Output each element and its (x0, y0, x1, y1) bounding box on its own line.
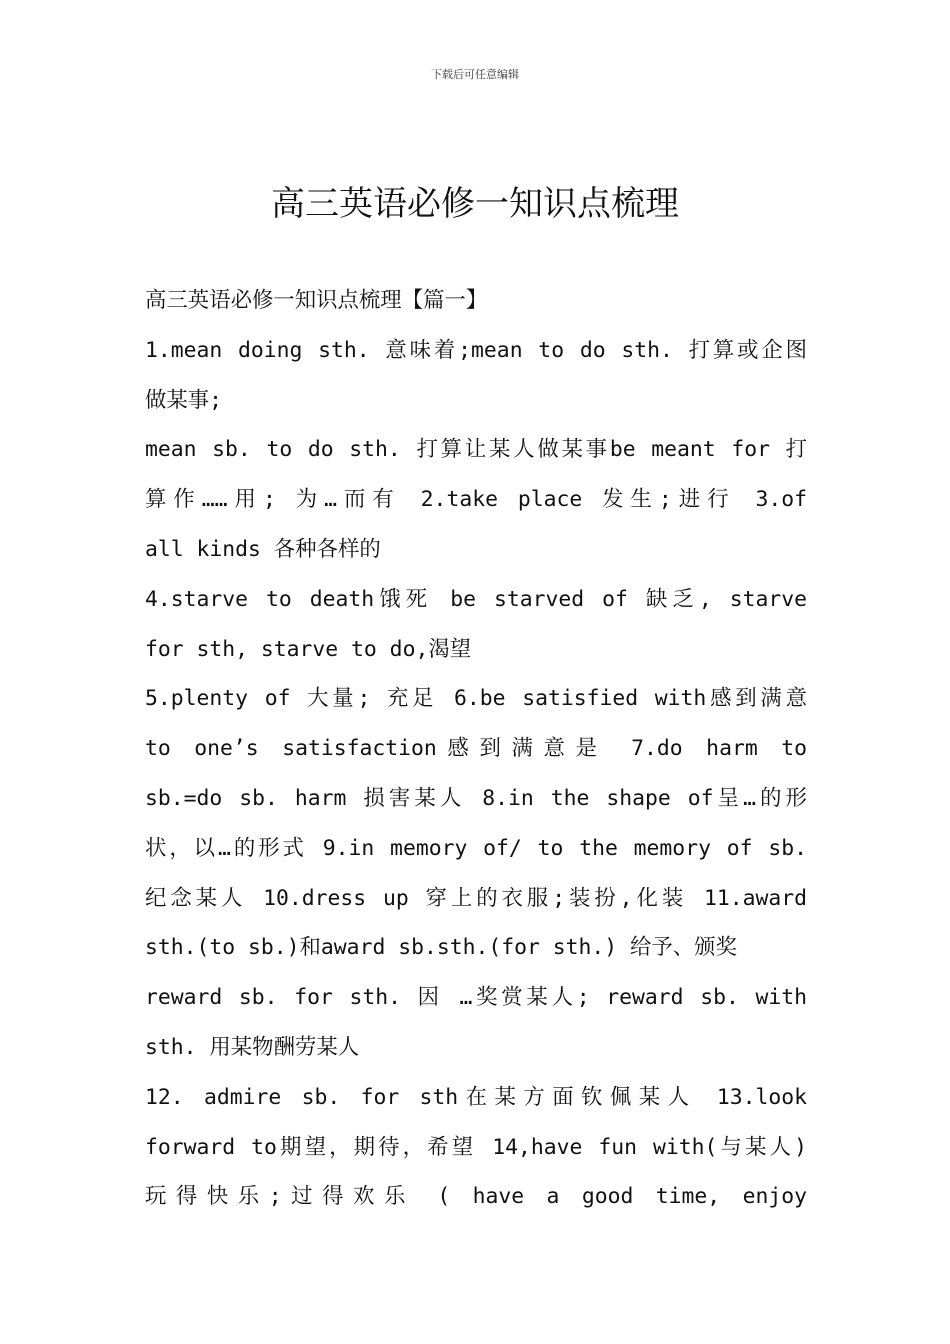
body-line-17: forward to期望，期待，希望 14,have fun with(与某人) (145, 1134, 807, 1160)
header-note: 下载后可任意编辑 (431, 68, 519, 81)
body-line-16: 12. admire sb. for sth在某方面钦佩某人 13.look (145, 1084, 807, 1110)
body-line-2: 做某事; (145, 387, 223, 413)
body-line-14: reward sb. for sth. 因 …奖赏某人; reward sb. with (145, 985, 807, 1011)
body-line-8: 5.plenty of 大量; 充足 6.be satisfied with感到满意 (145, 686, 807, 712)
body-line-3: mean sb. to do sth. 打算让某人做某事be meant for 打 (145, 437, 807, 463)
body-line-1: 1.mean doing sth. 意味着;mean to do sth. 打算或企图 (145, 337, 807, 363)
section-heading: 高三英语必修一知识点梳理【篇一】 (145, 288, 488, 313)
body-line-13: sth.(to sb.)和award sb.sth.(for sth.) 给予、颁奖 (145, 935, 737, 961)
body-line-15: sth. 用某物酬劳某人 (145, 1034, 360, 1060)
body-line-12: 纪念某人 10.dress up 穿上的衣服;装扮,化装 11.award (145, 885, 807, 911)
body-line-6: 4.starve to death饿死 be starved of 缺乏, starve (145, 586, 807, 612)
document-body (145, 276, 807, 1222)
body-line-7: for sth, starve to do,渴望 (145, 636, 472, 662)
document-title: 高三英语必修一知识点梳理 (271, 184, 679, 224)
body-line-4: 算作……用; 为…而有 2.take place 发生;进行 3.of (145, 487, 807, 513)
body-line-9: to one’s satisfaction感到满意是 7.do harm to (145, 736, 807, 762)
body-line-10: sb.=do sb. harm 损害某人 8.in the shape of呈…的形 (145, 785, 807, 811)
body-line-11: 状，以…的形式 9.in memory of/ to the memory of sb. (145, 835, 807, 861)
body-line-18: 玩得快乐;过得欢乐 ( have a good time, enjoy (145, 1184, 807, 1210)
body-line-5: all kinds 各种各样的 (145, 536, 381, 562)
